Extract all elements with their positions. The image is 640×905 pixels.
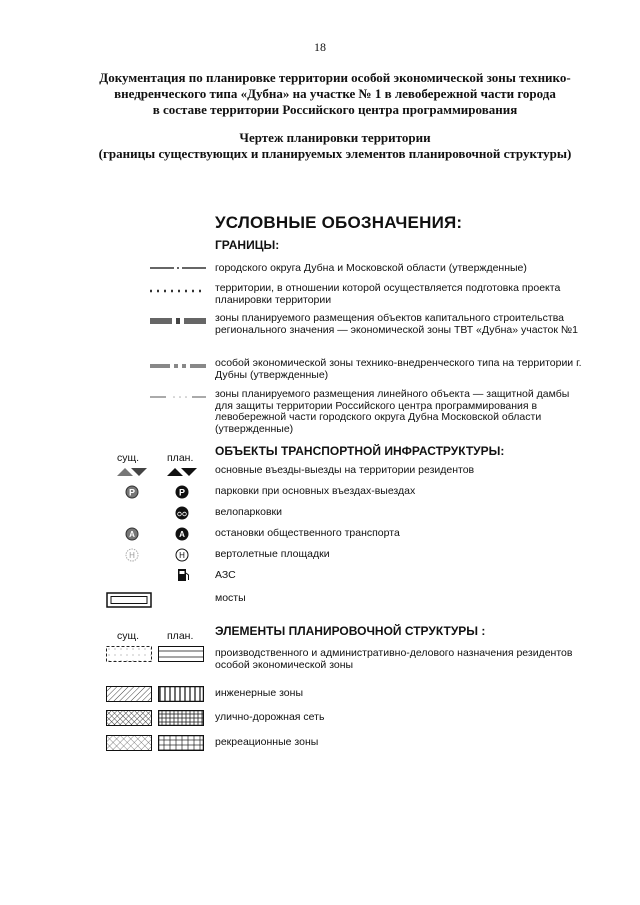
document-title-line-3: в составе территории Российского центра программирования: [152, 102, 518, 117]
planning-item-2: инженерные зоны: [215, 687, 303, 699]
industrial-zone-planned-symbol: [158, 646, 204, 662]
engineering-zone-planned-symbol: [158, 686, 204, 702]
transport-item-3: велопарковки: [215, 506, 282, 518]
legend-title: УСЛОВНЫЕ ОБОЗНАЧЕНИЯ:: [215, 213, 463, 232]
boundary-item-4: особой экономической зоны технико-внедренческого типа на территории г. Дубны (утвержденные): [215, 357, 582, 381]
transport-item-5: вертолетные площадки: [215, 548, 330, 560]
bicycle-parking-planned-icon: [175, 506, 189, 520]
svg-text:P: P: [178, 487, 186, 498]
drawing-title: [95, 130, 575, 162]
city-boundary-line-symbol: [150, 264, 206, 272]
industrial-zone-existing-symbol: [106, 646, 152, 662]
document-title-line-2: внедренческого типа «Дубна» на участке № 1 в левобережной части города: [114, 86, 556, 101]
planning-heading-colon: :: [481, 624, 486, 638]
planning-item-1: производственного и административно-делового назначения резидентов особой экономической зоны: [215, 647, 573, 671]
planning-item-3: улично-дорожная сеть: [215, 711, 325, 723]
road-network-planned-symbol: [158, 710, 204, 726]
planning-col-existing: сущ.: [117, 630, 140, 642]
boundary-item-2: территории, в отношении которой осуществляется подготовка проекта планировки территории: [215, 282, 561, 306]
road-network-existing-symbol: [106, 710, 152, 726]
recreation-zone-planned-symbol: [158, 735, 204, 751]
drawing-title-line-1: Чертеж планировки территории: [239, 130, 431, 145]
engineering-zone-existing-symbol: [106, 686, 152, 702]
transport-col-existing: сущ.: [117, 452, 140, 464]
svg-text:P: P: [128, 487, 136, 498]
planning-territory-line-symbol: [150, 287, 206, 295]
document-title: [95, 70, 575, 118]
boundary-item-1: городского округа Дубна и Московской области (утвержденные): [215, 262, 527, 274]
svg-text:A: A: [179, 530, 185, 539]
gas-station-planned-icon: [176, 568, 190, 582]
transport-item-2: парковки при основных въездах-выездах: [215, 485, 416, 497]
transport-item-6: АЗС: [215, 569, 236, 581]
transport-col-planned: план.: [167, 452, 194, 464]
planning-item-4: рекреационные зоны: [215, 736, 319, 748]
entry-exit-existing-icon: [116, 466, 148, 478]
drawing-title-line-2: (границы существующих и планируемых элементов планировочной структуры): [98, 146, 572, 161]
planning-heading-text: ЭЛЕМЕНТЫ ПЛАНИРОВОЧНОЙ СТРУКТУРЫ: [215, 624, 479, 638]
bus-stop-existing-icon: [125, 527, 139, 541]
svg-text:H: H: [129, 551, 135, 560]
transport-item-1: основные въезды-выезды на территории резидентов: [215, 464, 475, 476]
helipad-existing-icon: [125, 548, 139, 562]
bridge-symbol-icon: [106, 592, 152, 608]
transport-item-7: мосты: [215, 592, 246, 604]
parking-planned-icon: [175, 485, 189, 499]
document-title-line-1: Документация по планировке территории особой экономической зоны технико-: [99, 70, 571, 85]
boundary-item-5: зоны планируемого размещения линейного объекта — защитной дамбы для защиты территории Российского центра программирования в левобережной части городского округа Дубна Московской области (утвержденные): [215, 388, 570, 435]
transport-heading: ОБЪЕКТЫ ТРАНСПОРТНОЙ ИНФРАСТРУКТУРЫ:: [215, 444, 505, 458]
boundaries-heading: ГРАНИЦЫ:: [215, 238, 280, 252]
svg-text:H: H: [179, 551, 185, 560]
page-number: 18: [314, 40, 326, 54]
dam-zone-line-symbol: [150, 393, 206, 401]
parking-existing-icon: [125, 485, 139, 499]
helipad-planned-icon: [175, 548, 189, 562]
entry-exit-planned-icon: [166, 466, 198, 478]
planning-col-planned: план.: [167, 630, 194, 642]
boundary-item-3: зоны планируемого размещения объектов капитального строительства регионального значения — экономической зоны ТВТ «Дубна» участок №1: [215, 312, 578, 336]
capital-construction-zone-line-symbol: [150, 317, 206, 325]
special-economic-zone-line-symbol: [150, 362, 206, 370]
recreation-zone-existing-symbol: [106, 735, 152, 751]
bus-stop-planned-icon: [175, 527, 189, 541]
transport-item-4: остановки общественного транспорта: [215, 527, 400, 539]
svg-text:A: A: [129, 530, 135, 539]
planning-heading: [215, 624, 485, 638]
